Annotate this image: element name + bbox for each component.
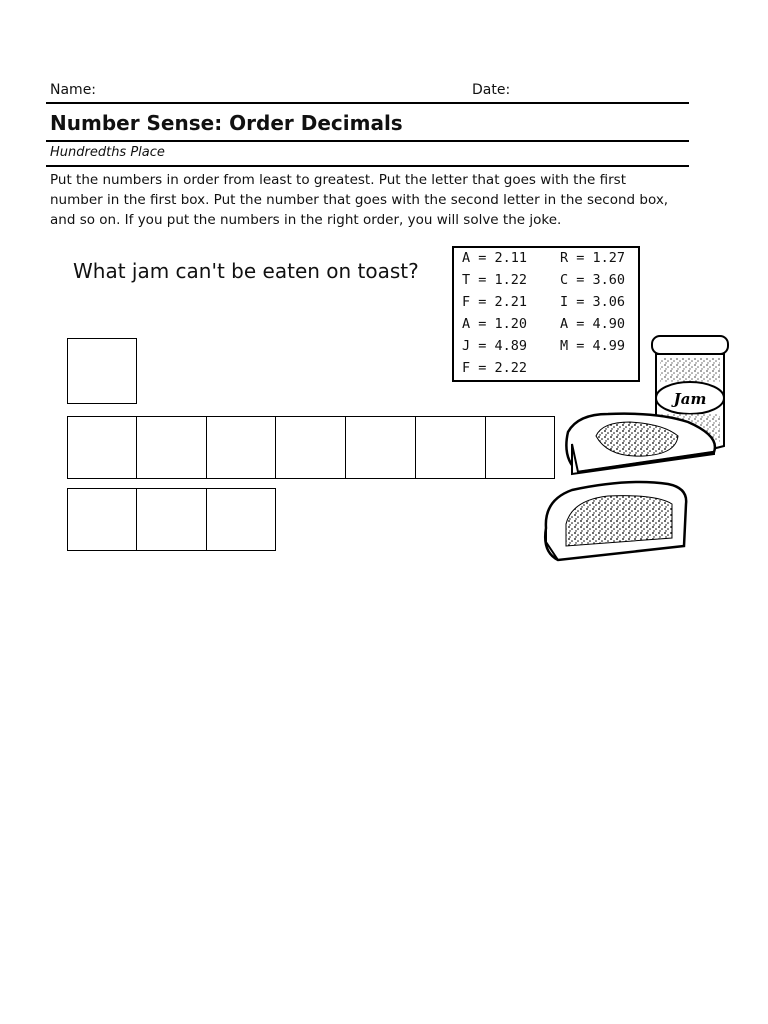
toast-icon bbox=[545, 482, 686, 560]
key-entry: A = 2.11 bbox=[462, 250, 528, 266]
answer-box-word2-4[interactable] bbox=[275, 416, 346, 479]
answer-box-word3-2[interactable] bbox=[136, 488, 207, 551]
answer-box-word2-2[interactable] bbox=[136, 416, 207, 479]
jar-label: Jam bbox=[673, 390, 707, 408]
answer-box-word3-1[interactable] bbox=[67, 488, 137, 551]
answer-box-word2-6[interactable] bbox=[415, 416, 486, 479]
answer-box-word3-3[interactable] bbox=[206, 488, 276, 551]
key-entry: I = 3.06 bbox=[560, 294, 626, 310]
answer-box-word2-1[interactable] bbox=[67, 416, 137, 479]
header-rule bbox=[46, 102, 689, 104]
key-entry: C = 3.60 bbox=[560, 272, 626, 288]
page-title: Number Sense: Order Decimals bbox=[50, 111, 403, 135]
key-entry: F = 2.22 bbox=[462, 360, 528, 376]
page-subtitle: Hundredths Place bbox=[50, 145, 165, 160]
key-entry: T = 1.22 bbox=[462, 272, 528, 288]
answer-box-word1-1[interactable] bbox=[67, 338, 137, 404]
key-entry: A = 4.90 bbox=[560, 316, 626, 332]
key-entry: F = 2.21 bbox=[462, 294, 528, 310]
instruction-line: Put the numbers in order from least to greatest. Put the letter that goes with the first bbox=[50, 172, 627, 188]
jam-toast-illustration bbox=[538, 328, 738, 564]
title-rule bbox=[46, 140, 689, 142]
date-label: Date: bbox=[472, 82, 511, 98]
instructions bbox=[50, 170, 700, 230]
instruction-line: and so on. If you put the numbers in the right order, you will solve the joke. bbox=[50, 212, 562, 228]
instruction-line: number in the first box. Put the number that goes with the second letter in the second box, bbox=[50, 192, 669, 208]
key-entry: M = 4.99 bbox=[560, 338, 626, 354]
key-entry: A = 1.20 bbox=[462, 316, 528, 332]
subtitle-rule bbox=[46, 165, 689, 167]
joke-question: What jam can't be eaten on toast? bbox=[73, 259, 419, 283]
answer-box-word2-5[interactable] bbox=[345, 416, 416, 479]
key-entry: R = 1.27 bbox=[560, 250, 626, 266]
answer-box-word2-3[interactable] bbox=[206, 416, 276, 479]
name-label: Name: bbox=[50, 82, 97, 98]
key-entry: J = 4.89 bbox=[462, 338, 528, 354]
